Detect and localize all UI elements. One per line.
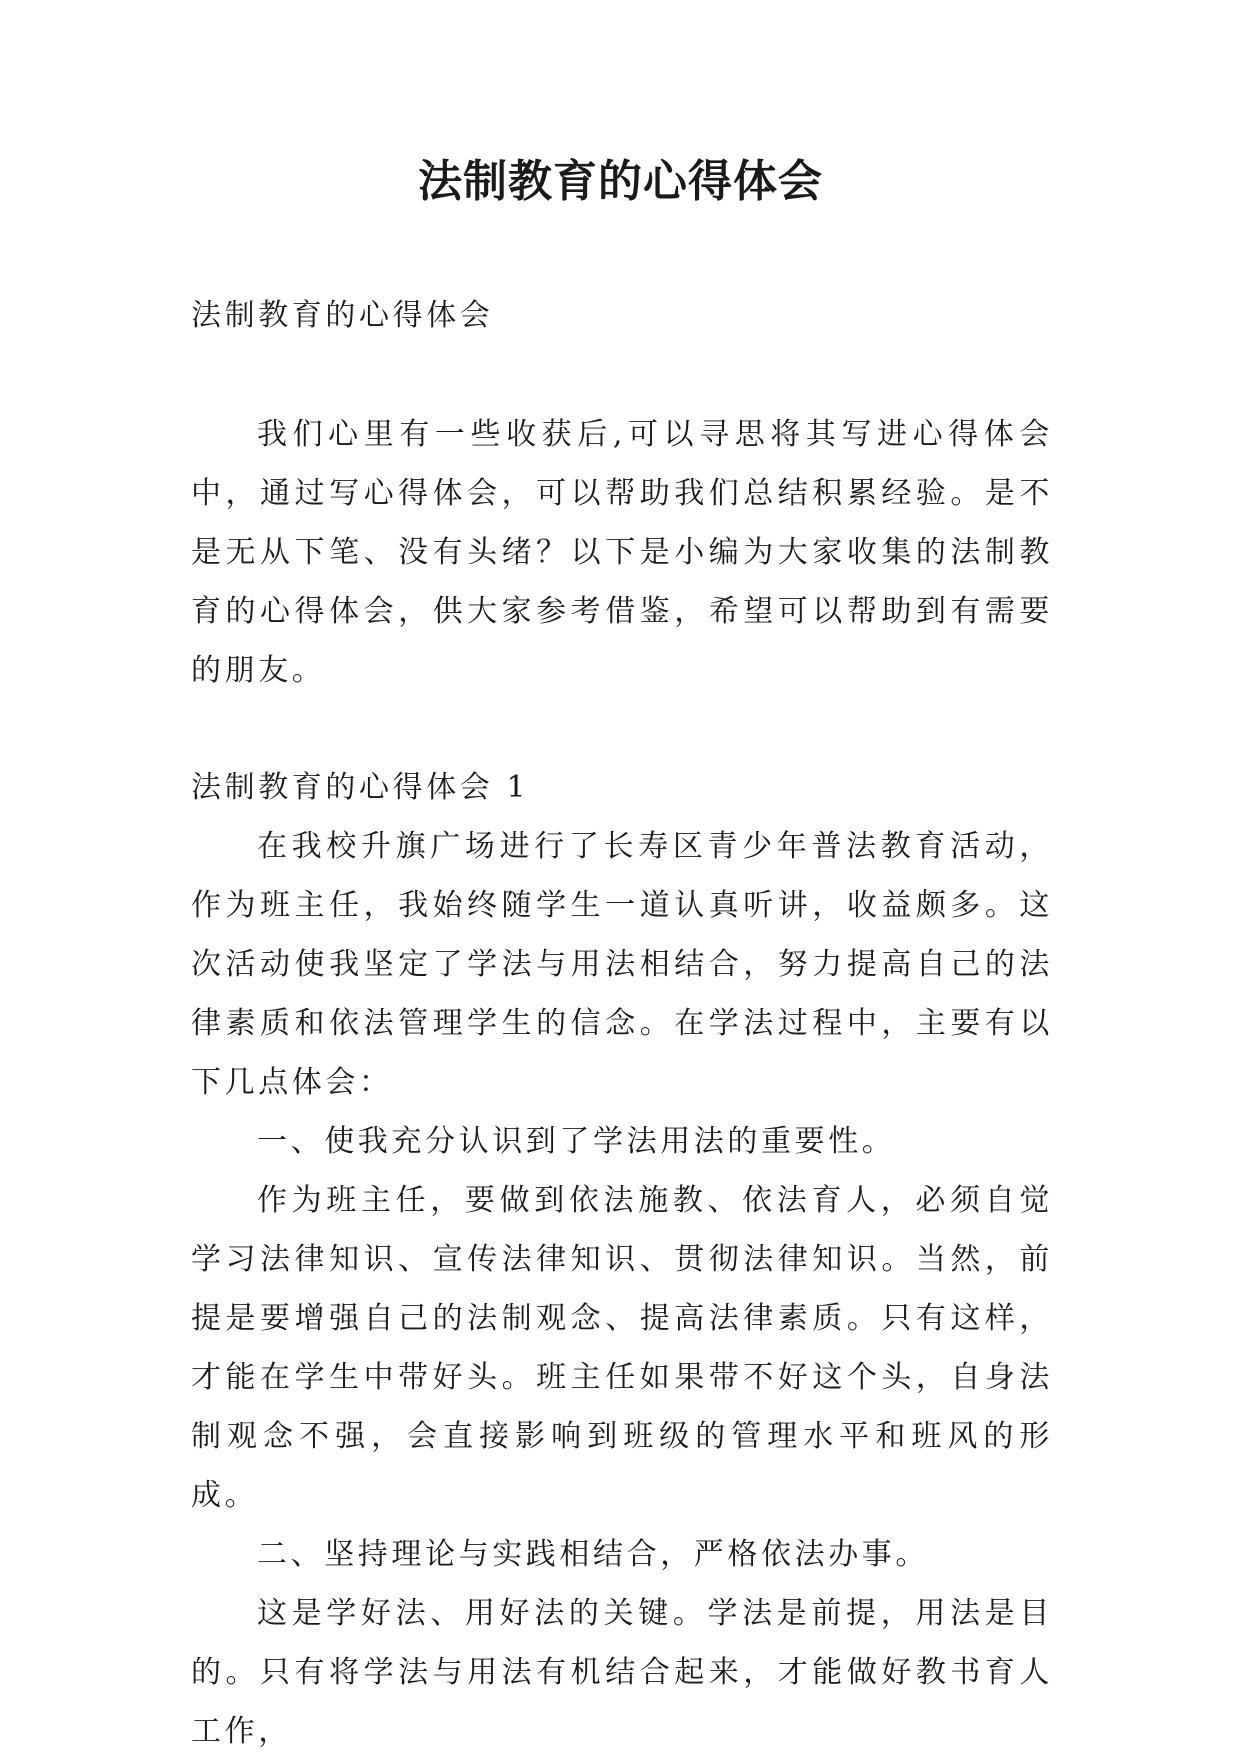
section1-point-2-heading: 二、坚持理论与实践相结合，严格依法办事。 — [257, 1537, 929, 1572]
document-subtitle: 法制教育的心得体会 — [191, 298, 494, 333]
section1-point-1-heading: 一、使我充分认识到了学法用法的重要性。 — [257, 1124, 896, 1159]
section-heading-1: 法制教育的心得体会 1 — [191, 770, 530, 805]
document-title: 法制教育的心得体会 — [418, 156, 823, 207]
document-body — [191, 286, 1053, 1761]
section1-paragraph-1: 在我校升旗广场进行了长寿区青少年普法教育活动，作为班主任，我始终随学生一道认真听讲，收益颇多。这次活动使我坚定了学法与用法相结合，努力提高自己的法律素质和依法管理学生的信念。在学法过程中，主要有以下几点体会： — [191, 829, 1053, 1100]
section1-paragraph-2: 作为班主任，要做到依法施教、依法育人，必须自觉学习法律知识、宣传法律知识、贯彻法律知识。当然，前提是要增强自己的法制观念、提高法律素质。只有这样，才能在学生中带好头。班主任如果带不好这个头，自身法制观念不强，会直接影响到班级的管理水平和班风的形成。 — [191, 1183, 1053, 1513]
section1-paragraph-3: 这是学好法、用好法的关键。学法是前提，用法是目的。只有将学法与用法有机结合起来，才能做好教书育人工作， — [191, 1596, 1053, 1749]
intro-paragraph: 我们心里有一些收获后,可以寻思将其写进心得体会中，通过写心得体会，可以帮助我们总结积累经验。是不是无从下笔、没有头绪？以下是小编为大家收集的法制教育的心得体会，供大家参考借鉴，希望可以帮助到有需要的朋友。 — [191, 417, 1053, 688]
